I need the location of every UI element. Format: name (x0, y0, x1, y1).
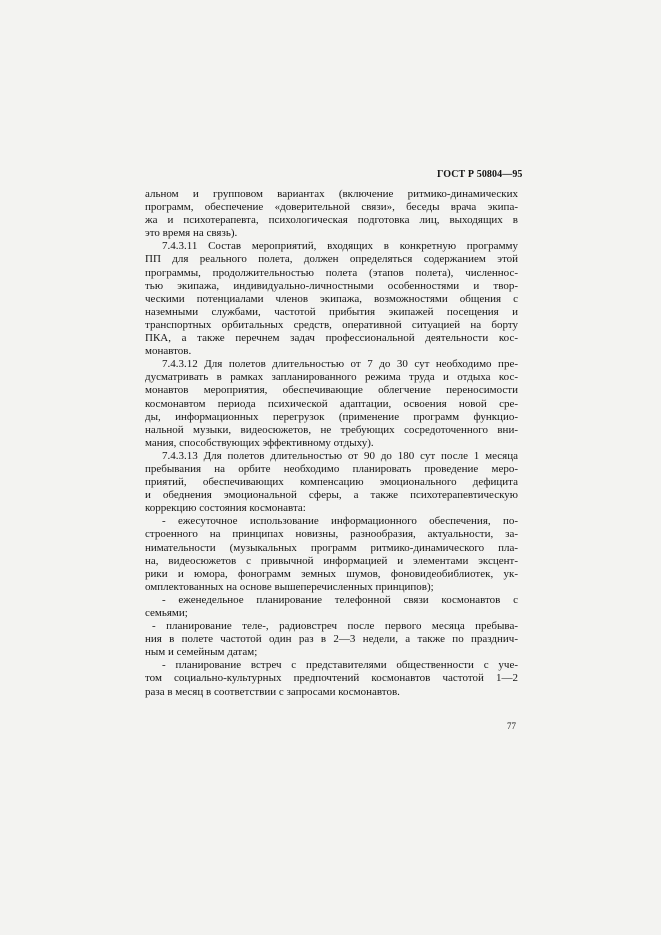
text-line: приятий, обеспечивающих компенсацию эмоционального дефицита (145, 476, 518, 489)
text-line: коррекцию состояния космонавта: (145, 502, 306, 515)
text-line: - еженедельное планирование телефонной связи космонавтов с (162, 593, 518, 606)
text-line: - планирование теле-, радиовстреч после первого месяца пребыва- (152, 620, 518, 633)
text-line: это время на связь). (145, 227, 238, 240)
page-number: 77 (507, 721, 516, 731)
text-line: 7.4.3.11 Состав мероприятий, входящих в конкретную программу (162, 240, 518, 253)
text-line: космонавтом периода психической адаптации, освоения новой сре- (145, 397, 518, 410)
text-line: альном и групповом вариантах (включение ритмико-динамических (145, 188, 518, 200)
text-line: том социально-культурных предпочтений космонавтов частотой 1—2 (145, 672, 518, 685)
text-line: рики и юмора, фонограмм земных шумов, фоновидеобиблиотек, ук- (145, 567, 518, 580)
text-line: дусматривать в рамках запланированного режима труда и отдыха кос- (145, 371, 518, 384)
text-line: жа и психотерапевта, психологическая подготовка лиц, выходящих в (145, 214, 518, 227)
text-line: и обеднения эмоциональной сферы, а также психотерапевтическую (145, 489, 518, 502)
text-line: мания, способствующих эффективному отдыху). (145, 436, 374, 449)
text-line: ПКА, а также перечнем задач профессиональной деятельности кос- (145, 332, 518, 345)
text-line: раза в месяц в соответствии с запросами космонавтов. (145, 685, 400, 698)
text-line: программ, обеспечение «доверительной связи», беседы врача экипа- (145, 201, 518, 214)
text-line: ПП для реального полета, должен определяться содержанием этой (145, 253, 518, 266)
document-body (145, 188, 518, 699)
text-line: - ежесуточное использование информационного обеспечения, по- (162, 515, 518, 528)
text-line: нимательности (музыкальных программ ритмико-динамического пла- (145, 541, 518, 554)
text-line: 7.4.3.13 Для полетов длительностью от 90 до 180 сут после 1 месяца (162, 449, 518, 462)
text-line: 7.4.3.12 Для полетов длительностью от 7 до 30 сут необходимо пре- (162, 358, 518, 371)
text-line: транспортных орбитальных средств, оперативной ситуацией на борту (145, 318, 518, 331)
text-line: наземными службами, частотой прибытия экипажей посещения и (145, 305, 518, 318)
text-line: ния в полете частотой один раз в 2—3 недели, а также по празднич- (145, 633, 518, 646)
text-line: на, видеосюжетов с привычной информацией и элементами эксцент- (145, 554, 518, 567)
standard-code: ГОСТ Р 50804—95 (437, 169, 523, 180)
text-line: омплектованных на основе вышеперечисленных принципов); (145, 580, 434, 593)
text-line: ды, информационных перегрузок (применение программ функцио- (145, 410, 518, 423)
text-line: пребывания на орбите необходимо планировать проведение меро- (145, 462, 518, 475)
text-line: семьями; (145, 607, 188, 619)
text-line: монавтов мероприятия, обеспечивающие облегчение переносимости (145, 384, 518, 397)
text-line: нальной музыки, видеосюжетов, не требующих сосредоточенного вни- (145, 423, 518, 436)
text-line: ческими потенциалами членов экипажа, возможностями общения с (145, 292, 518, 305)
text-line: - планирование встреч с представителями общественности с уче- (162, 659, 518, 672)
text-line: строенного на принципах новизны, разнообразия, актуальности, за- (145, 528, 518, 541)
text-line: тью экипажа, индивидуально-личностными особенностями и твор- (145, 279, 518, 292)
text-line: программы, продолжительностью полета (этапов полета), численнос- (145, 266, 518, 279)
text-line: ным и семейным датам; (145, 646, 258, 659)
text-line: монавтов. (145, 345, 192, 358)
